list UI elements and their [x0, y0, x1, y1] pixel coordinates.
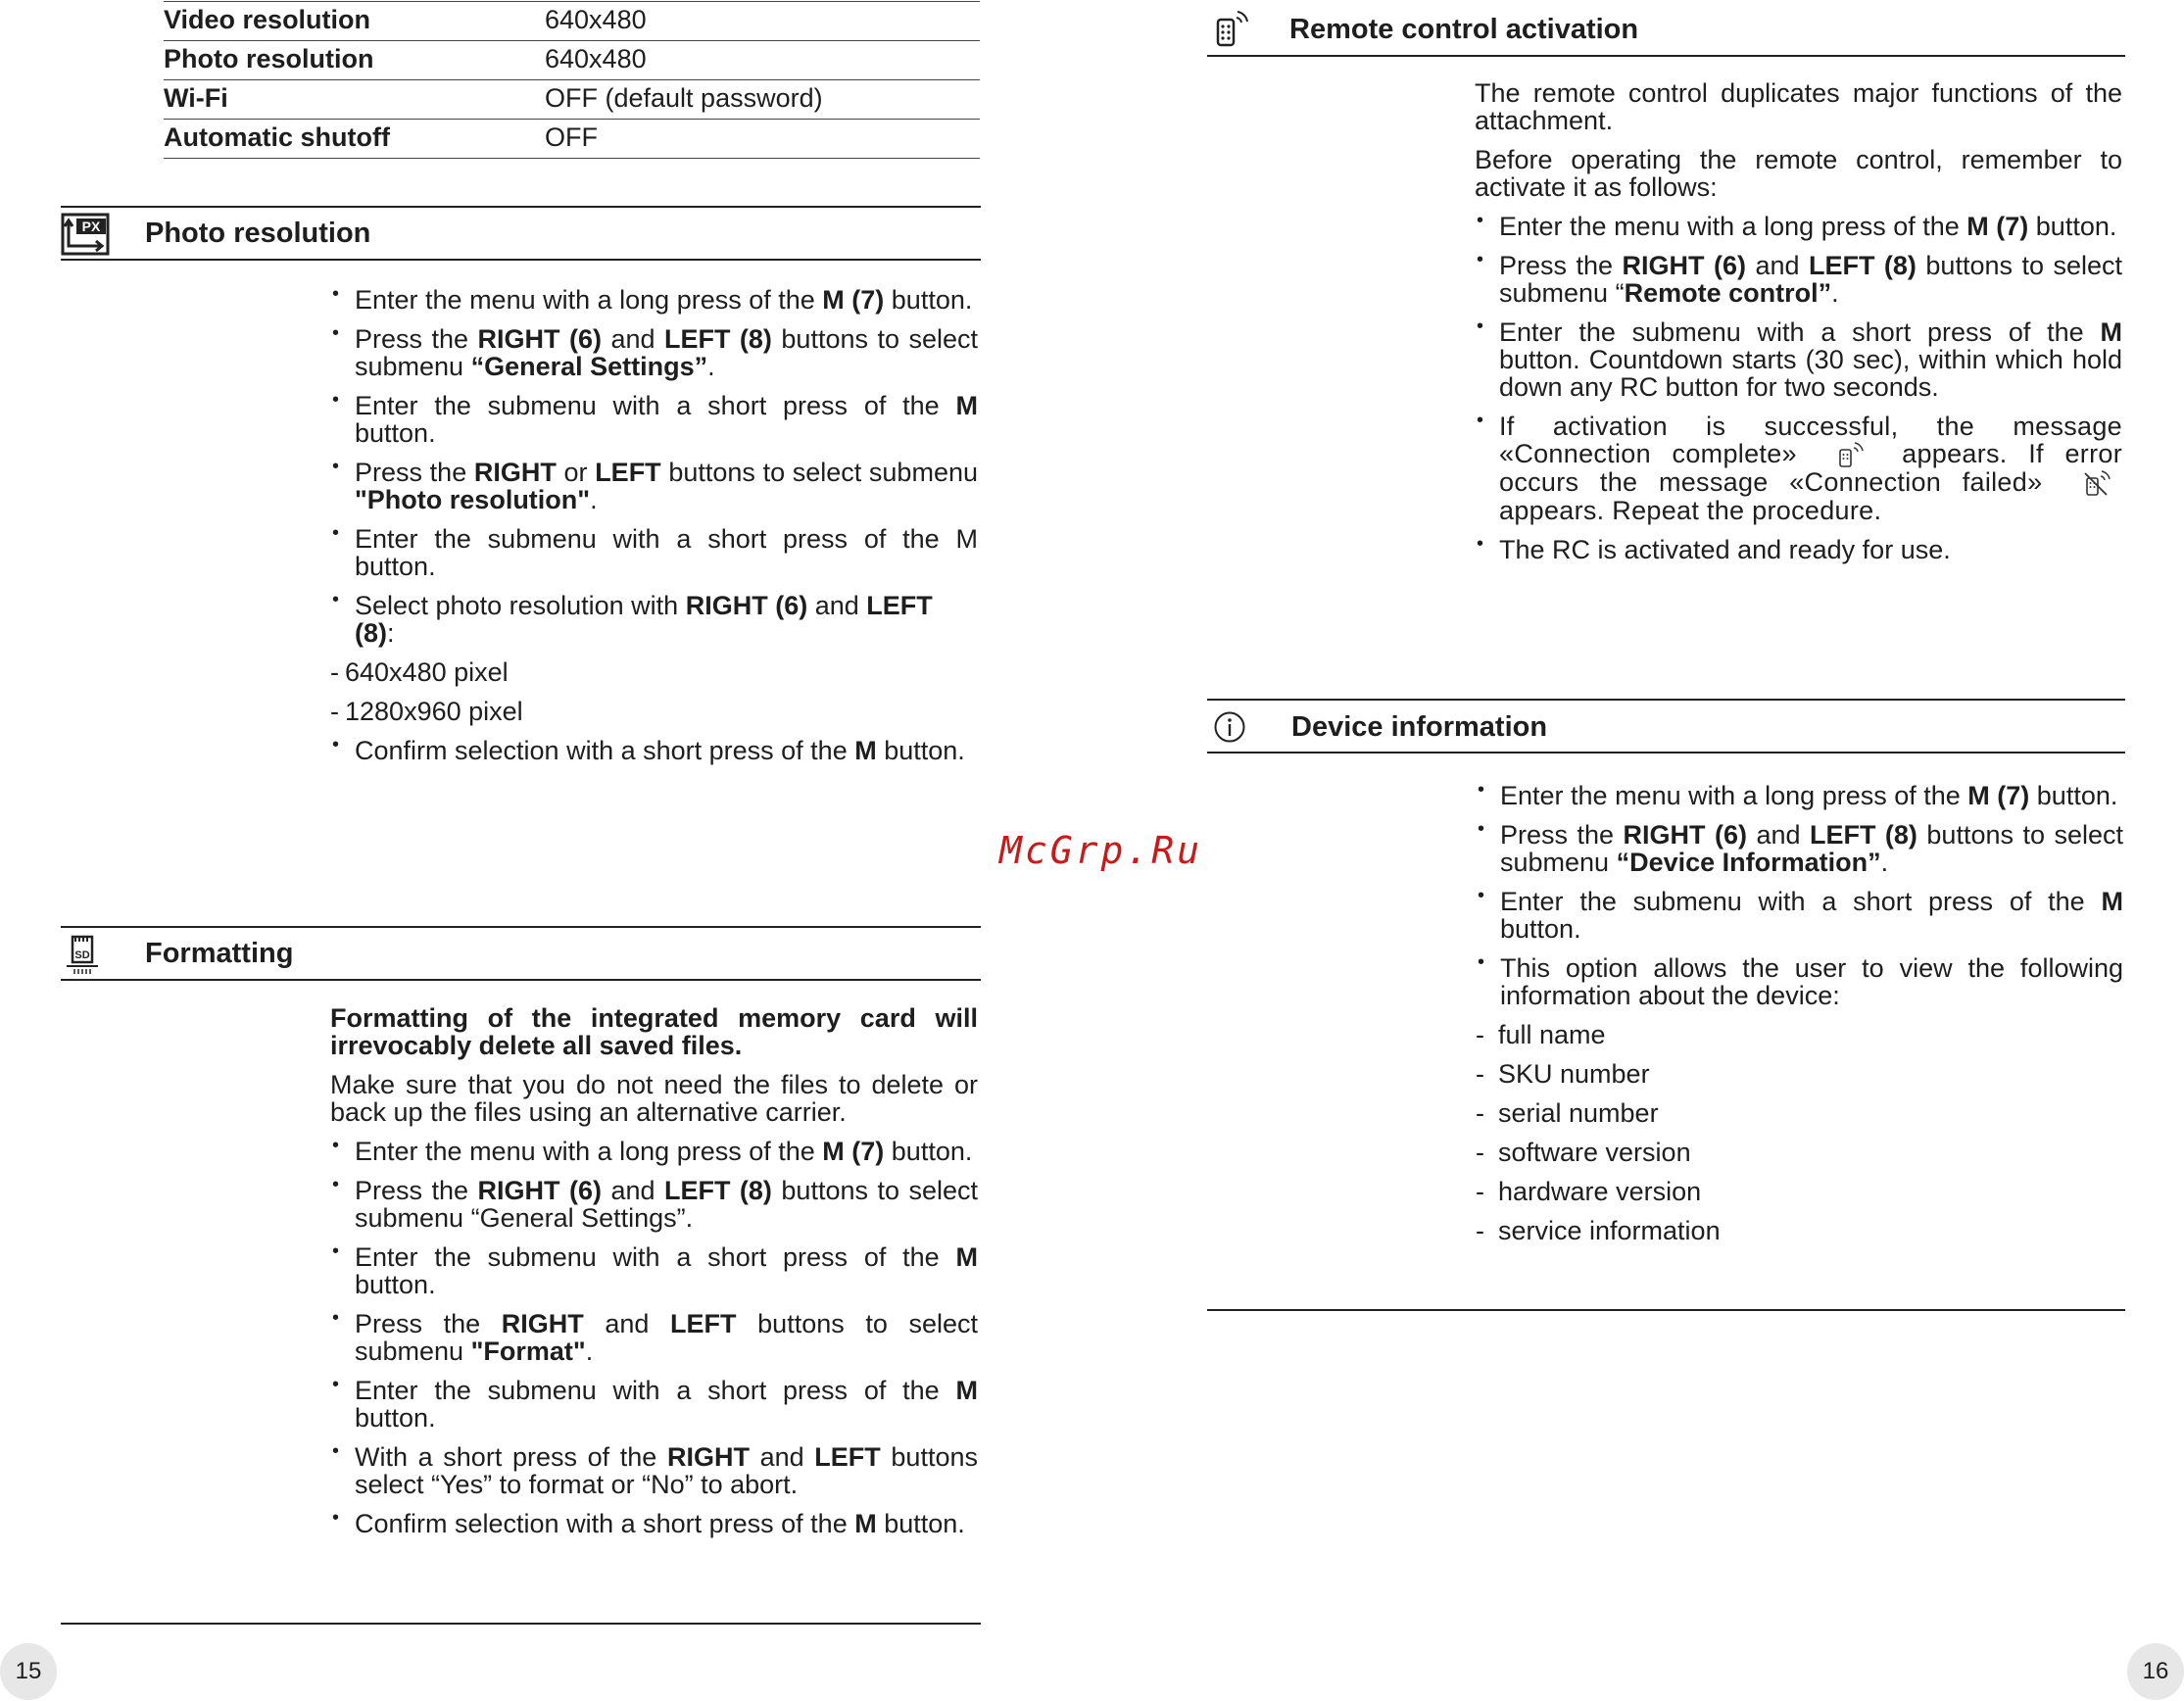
watermark: McGrp.Ru	[999, 829, 1203, 872]
setting-value: OFF (default password)	[545, 83, 823, 113]
photo-resolution-steps	[330, 286, 978, 776]
info-icon	[1213, 710, 1246, 744]
photo-resolution-icon-label: PX	[81, 219, 101, 234]
list-item: • Press the RIGHT (6) and LEFT (8) buttons to select submenu “General Settings”.	[330, 325, 978, 380]
list-item: • Press the RIGHT (6) and LEFT (8) buttons to select submenu “General Settings”.	[330, 1177, 978, 1232]
remote-control-intro: The remote control duplicates major functions of the attachment.	[1475, 78, 2122, 135]
page-bottom-rule	[61, 1623, 981, 1625]
list-item: • Press the RIGHT and LEFT buttons to select submenu "Format".	[330, 1310, 978, 1365]
connection-failed-icon	[2083, 469, 2114, 497]
page-bottom-rule	[1207, 1309, 2125, 1311]
list-item: • Enter the submenu with a short press of the M button.	[330, 1377, 978, 1432]
section-rule	[61, 979, 981, 981]
device-info-item: - serial number	[1474, 1099, 2123, 1127]
section-title-formatting: Formatting	[145, 938, 294, 969]
list-item: • Enter the menu with a long press of the M (7) button.	[330, 286, 978, 314]
list-item: • Enter the menu with a long press of the M (7) button.	[330, 1138, 978, 1165]
list-item: • With a short press of the RIGHT and LEFT buttons select “Yes” to format or “No” to abort.	[330, 1443, 978, 1498]
list-item: • Enter the submenu with a short press of the M button. Countdown starts (30 sec), within which hold down any RC button for two seconds.	[1475, 318, 2122, 401]
setting-value: OFF	[545, 122, 598, 152]
setting-name: Video resolution	[164, 5, 371, 34]
list-item: • Enter the submenu with a short press of the M button.	[330, 392, 978, 447]
sd-card-icon	[65, 933, 104, 976]
setting-name: Photo resolution	[164, 44, 374, 73]
section-rule	[1207, 699, 2125, 701]
resolution-option: - 640x480 pixel	[330, 658, 978, 686]
list-item: • Enter the submenu with a short press of the M button.	[330, 525, 978, 580]
setting-name: Wi-Fi	[164, 83, 228, 113]
table-row	[164, 1, 980, 40]
page-number-right: 16	[2127, 1643, 2184, 1700]
formatting-steps	[330, 1004, 978, 1549]
section-rule	[1207, 55, 2125, 57]
list-item: • The RC is activated and ready for use.	[1475, 536, 2122, 563]
setting-value: 640x480	[545, 5, 647, 34]
device-info-item: - hardware version	[1474, 1178, 2123, 1205]
device-info-item: - full name	[1474, 1021, 2123, 1048]
list-item: • Enter the menu with a long press of the M (7) button.	[1476, 782, 2123, 809]
list-item: • This option allows the user to view the following information about the device:	[1476, 954, 2123, 1009]
remote-control-icon	[1215, 8, 1250, 49]
list-item: • Confirm selection with a short press of the M button.	[330, 737, 978, 764]
sd-card-icon-label: SD	[74, 949, 90, 961]
device-info-item: - software version	[1474, 1139, 2123, 1166]
section-rule	[1207, 752, 2125, 753]
section-rule	[61, 206, 981, 208]
list-item: • If activation is successful, the message «Connection complete» appears. If error occurs the message «Connection failed» appears. Repeat the procedure.	[1475, 413, 2122, 524]
device-info-item: - service information	[1474, 1217, 2123, 1244]
device-information-steps	[1476, 782, 2123, 1256]
photo-resolution-icon	[61, 213, 110, 256]
list-item: • Enter the submenu with a short press of the M button.	[330, 1243, 978, 1298]
list-item: • Confirm selection with a short press of the M button.	[330, 1510, 978, 1537]
connection-complete-icon	[1837, 441, 1869, 468]
list-item: • Select photo resolution with RIGHT (6) and LEFT (8):	[330, 592, 978, 647]
table-row	[164, 119, 980, 158]
section-title-device-information: Device information	[1291, 711, 1548, 743]
list-item: • Press the RIGHT (6) and LEFT (8) buttons to select submenu “Remote control”.	[1475, 252, 2122, 307]
section-rule	[61, 926, 981, 928]
section-title-photo-resolution: Photo resolution	[145, 218, 371, 249]
section-rule	[61, 259, 981, 261]
page-number-left: 15	[0, 1643, 57, 1700]
remote-control-before: Before operating the remote control, remember to activate it as follows:	[1475, 145, 2122, 202]
list-item: • Enter the menu with a long press of the M (7) button.	[1475, 213, 2122, 240]
table-row	[164, 79, 980, 119]
list-item: • Enter the submenu with a short press of the M button.	[1476, 888, 2123, 943]
resolution-option: - 1280x960 pixel	[330, 698, 978, 725]
formatting-warning: Formatting of the integrated memory card will irrevocably delete all saved files.	[330, 1003, 978, 1060]
remote-control-steps	[1475, 79, 2122, 575]
formatting-note: Make sure that you do not need the files to delete or back up the files using an alternative carrier.	[330, 1070, 978, 1127]
setting-name: Automatic shutoff	[164, 122, 390, 152]
table-row	[164, 40, 980, 79]
section-title-remote-control: Remote control activation	[1289, 14, 1639, 45]
list-item: • Press the RIGHT or LEFT buttons to select submenu "Photo resolution".	[330, 459, 978, 513]
list-item: • Press the RIGHT (6) and LEFT (8) buttons to select submenu “Device Information”.	[1476, 821, 2123, 876]
setting-value: 640x480	[545, 44, 647, 73]
device-info-item: - SKU number	[1474, 1060, 2123, 1088]
